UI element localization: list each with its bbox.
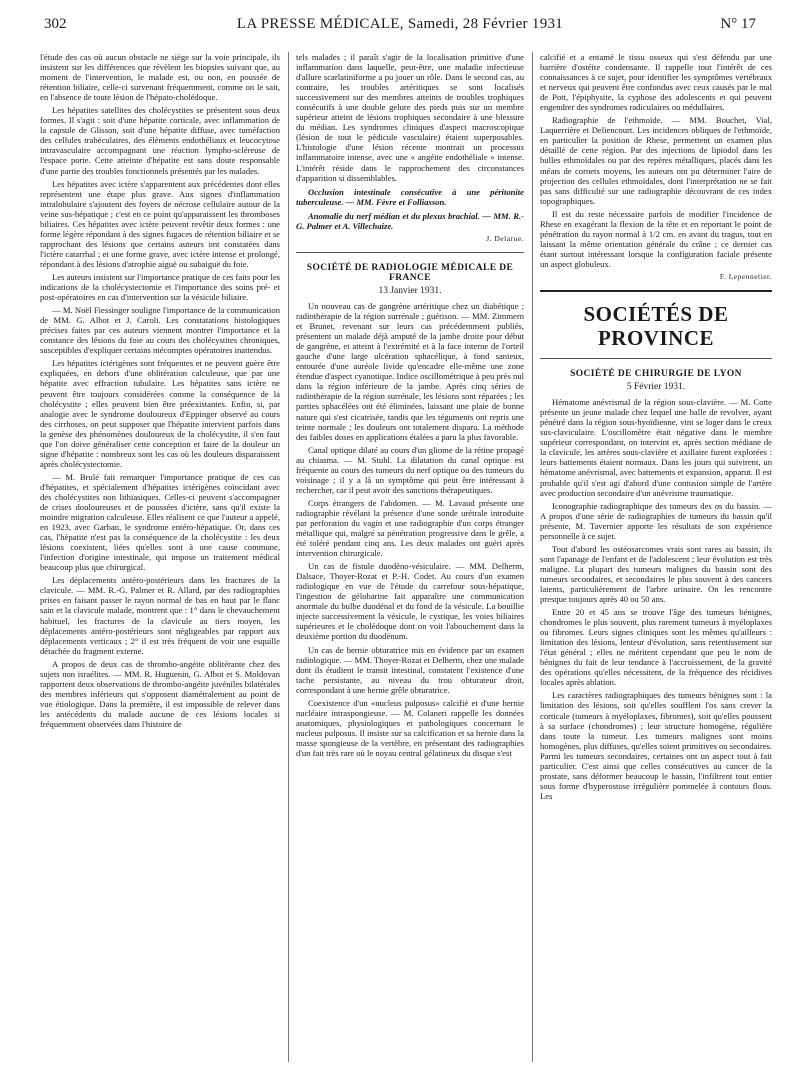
article-tumeurs-bassin: Iconographie radiographique des tumeurs des os du bassin. — A propos d'une série de radiographies de tumeurs du bassin qu'il présente, M. Tavernier apporte les résultats de son expérience personnelle à ce sujet. bbox=[540, 500, 772, 541]
paragraph: Les caractères radiographiques des tumeurs bénignes sont : la limitation des lésions, soit qu'elles soufflent l'os sans crever la corticale (tumeurs à myéloplaxes, fibromes), soit qu'elles poussent à sa surface (chondromes) ; leur structure homogène, régulière dans toute la tumeur. Les tumeurs malignes sont moins homogènes, plus diffuses, qu'elles soient primitives ou secondaires. Parmi les tumeurs secondaires, certaines ont un aspect tout à fait particulier. C'est ainsi que celles consécutives au cancer de la prostate, sans déformer beaucoup le bassin, l'infiltrent tout entier sous forme d'hyperostose irrégulière pommelée à contours flous. Les bbox=[540, 690, 772, 801]
session-date: 5 Février 1931. bbox=[626, 382, 686, 393]
paragraph: l'étude des cas où aucun obstacle ne siège sur la voie principale, ils insistent sur les différences que révèlent les biopsies suivant que, au moment de l'intervention, le malade est, ou non, en poussée de rétention biliaire, celle-ci survenant fréquemment, comme on le sait, en l'absence de toute lésion de l'hépato-cholédoque. bbox=[40, 52, 280, 103]
paragraph: calcifié et a entamé le tissu osseux qui s'est défendu par une barrière d'ostéite condensante. Il rappelle tout l'intérêt de ces connaissances à ce sujet, pour identifier les symptômes vertébraux et nerveux qui peuvent être confondus avec ceux causés par le mal de Pott, l'épiphysite, la cyphose des adolescents et qui peuvent engendrer des syndromes radiculaires ou médullaires. bbox=[540, 52, 772, 113]
author-signature: F. Lepennetier. bbox=[719, 271, 772, 281]
society-title: SOCIÉTÉ DE CHIRURGIE DE LYON bbox=[570, 369, 742, 380]
paragraph: Tout d'abord les ostéosarcomes vrais sont rares au bassin, ils sont l'apanage de l'enfant et de l'adolescent ; leur évolution est très maligne. La plupart des tumeurs malignes du bassin sont des tumeurs secondaires, et secondaires le plus souvent à des cancers latents, particulièrement de l'arbre urinaire. On les rencontre presque toujours après 40 ou 50 ans. bbox=[540, 543, 772, 605]
column-right bbox=[540, 52, 772, 1072]
paragraph: Entre 20 et 45 ans se trouve l'âge des tumeurs bénignes, chondromes le plus souvent, plus rarement tumeurs à myéloplaxes ou fibromes. Leurs signes cliniques sont les mêmes qu'ailleurs : limitation des lésions, lenteur d'évolution, sans retentissement sur l'état général ; elles ne méritent cependant que peu le nom de bénignes du fait de leur tendance à l'accroissement, de la gravité des opérations qu'elles nécessitent, de la fréquence des récidives locales après ablation. bbox=[540, 607, 772, 688]
society-title: SOCIÉTÉ DE RADIOLOGIE MÉDICALE DE FRANCE bbox=[306, 262, 514, 283]
article-gangrene: Un nouveau cas de gangrène artéritique chez un diabétique ; radiothérapie de la région surrénale ; guérison. — MM. Zimmern et Brunet, revenant sur leurs cas précédemment publiés, présentent un malade déjà amputé de la jambe droite pour début de gangrène, et atteint à l'extrémité et à la face interne de l'orteil gauche d'une large ulcération sphacélique, à fond sanieux, entourée d'une auréole livide qu'encadre elle-même une zone étendue d'aspect cyanotique. Indice oscillométrique à peu près nul dans la région inférieure de la jambe. Après cinq séries de radiothérapie de la région surrénale, les lésions sont réparées ; les parties sphacélées ont été éliminées, laissant une plaie de bonne nature qui s'est cicatrisée, tandis que les téguments ont repris une teinte normale ; les douleurs ont totalement disparu. La méthode des faibles doses en applications étalées a paru la plus favorable. bbox=[296, 300, 524, 442]
article-clavicle-fractures: Les déplacements antéro-postérieurs dans les fractures de la clavicule. — MM. R.-G. Palmer et R. Allard, par des radiographies prises en faisant passer le rayon normal de bas en haut par le flanc sain et la clavicule malade, montrent que : 1° dans le chevauchement habituel, les fractures de la clavicule au tiers moyen, les déplacements antéro-postérieurs sont négligeables par rapport aux déplacements verticaux ; 2° il est très fréquent de voir une esquille détachée du fragment externe. bbox=[40, 575, 280, 656]
paragraph: Les hépatites avec ictère s'apparentent aux précédentes dont elles représentent une étape plus grave. Aux signes d'inflammation intralobulaire s'ajoutent des foyers de nécrose cellulaire autour de la veine sus-hépatique ; c'est en ce point qu'apparaissent les thromboses biliaires. Ces hépatites avec ictère peuvent revêtir deux formes : une forme légère répondant à des signes fugaces de rétention biliaire et se rapprochant des lésions que certains auteurs ont constatées dans l'ictère catarrhal ; et une forme grave, avec ictère intense et prolongé, répondant à des lésions d'atrophie aiguë ou subaiguë du foie. bbox=[40, 178, 280, 269]
column-divider bbox=[532, 52, 533, 1062]
paragraph: tels malades ; il paraît s'agir de la localisation primitive d'une inflammation dans laquelle, peut-être, une maladie infectieuse d'allure scarlatiniforme a pu jouer un rôle. Dans le second cas, au contraire, les troubles artéritiques se sont localisés successivement sur des membres atteints de troubles trophiques consécutifs à une double gelure des pieds puis sur un membre supérieur atteint de lésions trophiques secondaire à une blessure du médian. Les syndromes cliniques d'aspect macroscopique (lésion de tout le pédicule vasculaire) étaient superposables. L'histologie d'une lésion récente montrait un processus inflammatoire intense, avec une « angéite endothéliale » intense. L'intérêt réside dans le rapprochement des circonstances d'apparition si dissemblables. bbox=[296, 52, 524, 183]
column-divider bbox=[288, 52, 289, 1062]
paragraph: Les hépatites ictérigènes sont fréquentes et ne peuvent guère être expliquées, en dehors d'une oblitération calculeuse, que par une hépatite avec effraction tubulaire. Les hépatites sans ictère ne peuvent être toujours considérées comme la conséquence de la cholécystite ; elles peuvent bien être préexistantes. Enfin, si, par analogie avec le syndrome douloureux d'Eppinger observé au cours des cirrhoses, on peut supposer que l'hépatite intervient parfois dans la genèse des phénomènes douloureux de la cholécystite, il s'en faut que l'on doive généraliser cette conception et faire de la douleur un signe d'hépatite : nombreux sont les cas où les douleurs disparaissent après cholécystectomie. bbox=[40, 358, 280, 469]
article-occlusion: Occlusion intestinale consécutive à une péritonite tuberculeuse. — MM. Fèvre et Folliasson. bbox=[296, 186, 524, 207]
paragraph: — M. Brulé fait remarquer l'importance pratique de ces cas d'hépatites, et spécialement d'hépatites ictérigènes coïncidant avec des cholécystites non lithiasiques. Celles-ci peuvent s'accompagner de crises douloureuses et de poussées d'ictère, sans qu'il existe la moindre migration calculeuse. Elles réalisent ce que l'auteur a appelé, en 1923, avec Garban, le syndrome entéro-hépatique. Or, dans ces cas, l'hépatite n'est pas la conséquence de la cholécystite : les deux lésions coexistent, liées qu'elles sont à une cause commune, l'infection d'origine intestinale, qui impose un traitement médical beaucoup plus que chirurgical. bbox=[40, 471, 280, 573]
issue-number: N° 17 bbox=[720, 16, 756, 32]
section-divider bbox=[540, 358, 772, 359]
section-divider bbox=[296, 252, 524, 253]
author-signature: J. Delarue. bbox=[486, 233, 524, 243]
paragraph: Les hépatites satellites des cholécystites se présentent sous deux formes. Il s'agit : soit d'une hépatite corticale, avec inflammation de la capsule de Glisson, soit d'une hépatite diffuse, avec tuméfaction des cellules trabéculaires, des éléments endothéliaux et leucocytose intravasculaire accompagnant une réaction lympho-scléreuse de l'espace porte. Cette atteinte d'hépatite est sans doute responsable d'une partie des troubles fonctionnels présentés par les malades. bbox=[40, 105, 280, 176]
column-middle bbox=[296, 52, 524, 1072]
article-fistule: Un cas de fistule duodéno-vésiculaire. — MM. Delherm, Dalsace, Thoyer-Rozat et P.-H. Codet. Au cours d'un examen radiologique en vue de l'étude du carrefour sous-hépatique, l'ingestion de gélobarine fait apparaître une communication anormale du bulbe duodénal et du fond de la vésicule. La bouillie injecte successivement la vésicule, le cystique, les voies biliaires supérieures et le cholédoque dont on voit l'abouchement dans la deuxième portion du duodénum. bbox=[296, 561, 524, 642]
article-thrombo-angeite: A propos de deux cas de thrombo-angéite oblitérante chez des sujets non israélites. — MM. R. Huguenin, G. Albot et S. Moldovan rapportent deux observations de thrombo-angéite juvéniles bilatérales des membres inférieurs qui s'opposent diamétralement au point de vue étiologique. Dans la première, il est impossible de relever dans les antécédents du malade aucune de ces lésions locales si fréquemment observées dans l'histoire de bbox=[40, 658, 280, 729]
paragraph: — M. Noël Fiessinger souligne l'importance de la communication de MM. G. Albot et J. Caroli. Les constatations histologiques précises faites par ces auteurs viennent montrer l'importance et la constance des lésions du foie au cours des cholécystites chroniques, susceptibles d'expliquer certains mécomptes opératoires inattendus. bbox=[40, 305, 280, 356]
paragraph: Les auteurs insistent sur l'importance pratique de ces faits pour les indications de la cholécystectomie et l'importance des soins pré- et post-opératoires en cas d'intervention sur la vésicule biliaire. bbox=[40, 271, 280, 303]
article-nerf-median: Anomalie du nerf médian et du plexus brachial. — MM. R.-G. Palmer et A. Villechaize. bbox=[296, 210, 524, 231]
section-banner: SOCIÉTÉS DE PROVINCE bbox=[583, 302, 729, 351]
article-nucleus-pulposus: Coexistence d'un «nucleus pulposus» calcifié et d'une hernie nucléaire intraspongieuse. — M. Colaneri rappelle les données anatomiques, physiologiques et pathologiques concernant le nucleus pulposus. Il insiste sur sa calcification et sa hernie dans la masse spongieuse de la vertèbre, en présentant des radiographies d'un fait très rare où le noyau central gélatineux du disque s'est bbox=[296, 697, 524, 758]
article-ethmoide: Radiographie de l'ethmoïde. — MM. Bouchet, Vial, Laquerrière et Deliencourt. Les incidences obliques de l'ethmoïde, en particulier la position de Rhese, permettent un examen plus détaillé de cette région. Par des injections de lipiodol dans les bulles ethmoïdales ou par des repères métalliques, placés dans les méats de cornets moyens, les auteurs ont pu déterminer l'aire de projection des cellules ethmoïdales, dont l'interprétation ne se fait pas sans difficulté sur une radiographie découvrant de ces index topographiques. bbox=[540, 115, 772, 206]
article-hematome: Hématome anévrismal de la région sous-clavière. — M. Cotte présente un jeune malade chez lequel une balle de revolver, ayant pénétré dans la région sous-hyoïdienne, vint se loger dans le creux sus-claviculaire. L'oscillomètre était négative dans le membre supérieur correspondant, on intervint et, après section médiane de la clavicule, les artères sous-clavière et axillaire furent explorées : leurs battements étaient normaux. Dans les jours qui suivirent, un hématome anévrismal, avec battements et expansion, apparut. Il est probable qu'il s'est agi d'abord d'une contusion simple de l'artère avec production secondaire d'un anévrisme traumatique. bbox=[540, 397, 772, 498]
page-header bbox=[44, 14, 756, 36]
page-number: 302 bbox=[44, 16, 67, 32]
article-canal-optique: Canal optique dilaté au cours d'un gliome de la rétine propagé au chiasma. — M. Stuhl. La dilatation du canal optique est fréquente au cours des tumeurs du nerf optique ou des tumeurs du voisinage ; il y a là un symptôme qui peut être intéressant à rechercher, car il peut avoir des sanctions thérapeutiques. bbox=[296, 444, 524, 495]
paragraph: Il est du reste nécessaire parfois de modifier l'incidence de Rhese en exagérant la flexion de la tête et en reportant le point de pénétration du rayon normal à 1/2 cm. en avant du tragus, tout en laissant la même orientation générale du crâne ; ce dernier cas étant surtout intéressant lorsque la configuration faciale présente un aspect globuleux. bbox=[540, 208, 772, 269]
column-left bbox=[40, 52, 280, 1072]
section-divider bbox=[540, 290, 772, 292]
article-hernie-obturatrice: Un cas de hernie obturatrice mis en évidence par un examen radiologique. — MM. Thoyer-Rozat et Delherm, chez une malade dont ils étudient le transit intestinal, constatent l'existence d'une tache persistante, au niveau du trou obturateur droit, correspondant à une hernie grêle obturatrice. bbox=[296, 644, 524, 695]
session-date: 13 Janvier 1931. bbox=[378, 285, 442, 296]
journal-title: LA PRESSE MÉDICALE, Samedi, 28 Février 1931 bbox=[236, 16, 564, 32]
article-corps-etrangers: Corps étrangers de l'abdomen. — M. Lavaud présente une radiographie révélant la présence d'une sonde urétrale introduite par perforation du vagin et une radiographie d'un corps étranger métallique qui, malgré sa pénétration progressive dans le grêle, a été toléré pendant cinq ans. Les deux malades ont guéri après intervention chirurgicale. bbox=[296, 497, 524, 559]
